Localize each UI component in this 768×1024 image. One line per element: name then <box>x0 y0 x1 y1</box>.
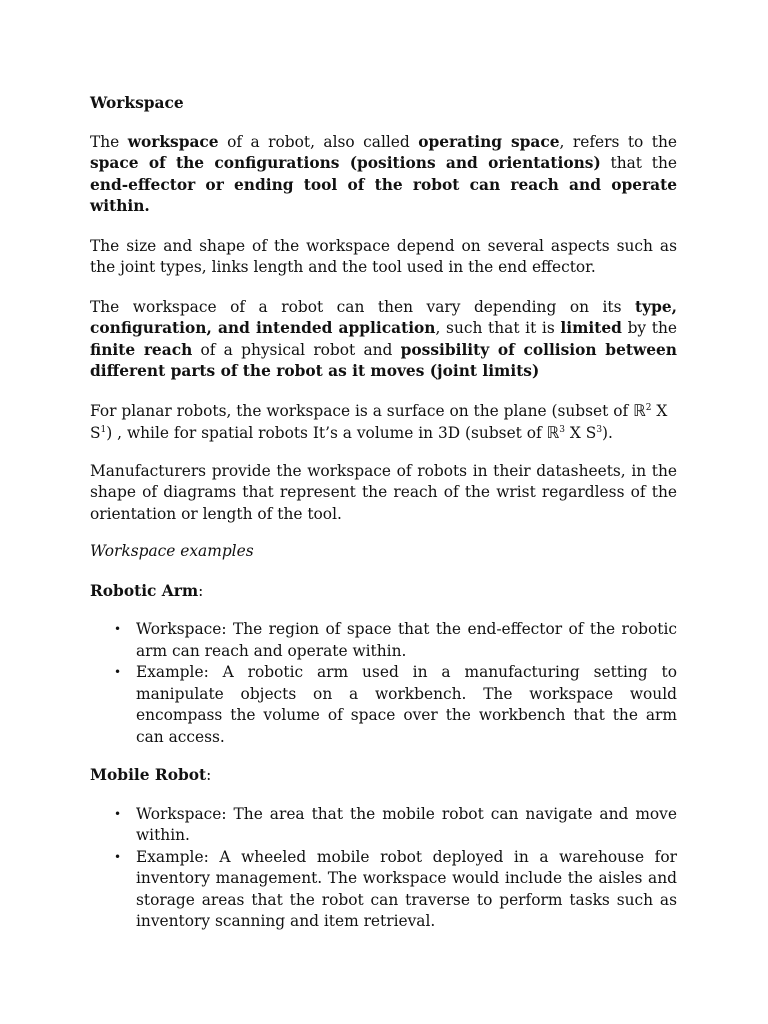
real-numbers-symbol: ℝ <box>546 423 560 442</box>
section-heading-text: Mobile Robot <box>90 766 207 784</box>
manufacturers-paragraph: Manufacturers provide the workspace of robots in their datasheets, in the shape of diagrams that represent the reach of the wrist regardless of the orientation or length of the tool. <box>90 461 677 523</box>
section-heading-colon: : <box>198 581 204 600</box>
bullet-icon: • <box>114 665 122 679</box>
list-item-text: Workspace: The area that the mobile robot can navigate and move within. <box>136 804 677 844</box>
document-title: Workspace <box>90 94 184 112</box>
vary-bold-collision: possibility of collision between different parts of the robot as it moves (joint limits) <box>90 340 677 380</box>
robotic-arm-list <box>90 619 677 748</box>
vary-bold-limited: limited <box>560 319 622 337</box>
vary-paragraph <box>90 297 677 383</box>
mobile-robot-list <box>90 804 677 933</box>
planar-text-4: X S <box>565 424 597 442</box>
size-paragraph: The size and shape of the workspace depend on several aspects such as the joint types, links length and the tool used in the end effector. <box>90 236 677 276</box>
bullet-icon: • <box>114 849 122 864</box>
list-item <box>114 804 677 847</box>
vary-text-4: of a physical robot and <box>192 340 401 359</box>
planar-text-3: ) , while for spatial robots It’s a volume in 3D (subset of <box>106 424 547 442</box>
intro-text-3: , refers to the <box>559 132 677 151</box>
real-numbers-symbol: ℝ <box>633 400 646 420</box>
planar-text-5: ). <box>602 424 613 442</box>
intro-bold-end-effector: end-effector or ending tool of the robot can reach and operate within. <box>90 175 677 215</box>
planar-paragraph <box>90 400 677 445</box>
list-item <box>114 619 677 662</box>
examples-heading: Workspace examples <box>90 542 254 560</box>
list-item-text: Workspace: The region of space that the end-effector of the robotic arm can reach and operate within. <box>136 620 677 660</box>
superscript: 1 <box>100 425 107 435</box>
vary-text-1: The workspace of a robot can then vary depending on its <box>90 297 636 316</box>
list-item-text: Example: A wheeled mobile robot deployed in a warehouse for inventory management. The workspace would include the aisles and storage areas that the robot can traverse to perform tasks such as inventory scanning and item retrieval. <box>136 847 677 930</box>
planar-text-2: X S <box>90 401 668 442</box>
superscript: 3 <box>596 425 603 435</box>
vary-text-2: , such that it is <box>435 319 561 337</box>
section-heading-text: Robotic Arm <box>90 581 199 600</box>
vary-bold-type: type, configuration, and intended application <box>90 297 677 337</box>
intro-paragraph <box>90 132 677 218</box>
bullet-icon: • <box>114 806 122 821</box>
section-heading-mobile-robot <box>90 765 677 787</box>
document-page <box>90 93 677 950</box>
superscript: 3 <box>559 425 566 435</box>
intro-text-1: The <box>90 132 128 151</box>
bullet-icon: • <box>114 622 122 636</box>
vary-bold-finite-reach: finite reach <box>90 340 193 359</box>
section-heading-robotic-arm <box>90 581 677 603</box>
section-heading-colon: : <box>206 766 212 784</box>
intro-text-4: that the <box>600 154 677 172</box>
intro-bold-operating-space: operating space <box>418 132 560 151</box>
superscript: 2 <box>645 402 652 413</box>
intro-bold-configurations: space of the configurations (positions and orientations) <box>90 154 601 172</box>
intro-text-2: of a robot, also called <box>218 132 419 151</box>
intro-bold-workspace: workspace <box>127 132 219 151</box>
vary-text-3: by the <box>621 319 677 337</box>
planar-text-1: For planar robots, the workspace is a surface on the plane (subset of <box>90 401 634 420</box>
list-item <box>114 662 677 748</box>
list-item <box>114 847 677 933</box>
list-item-text: Example: A robotic arm used in a manufacturing setting to manipulate objects on a workbench. The workspace would encompass the volume of space over the workbench that the arm can access. <box>136 663 677 746</box>
